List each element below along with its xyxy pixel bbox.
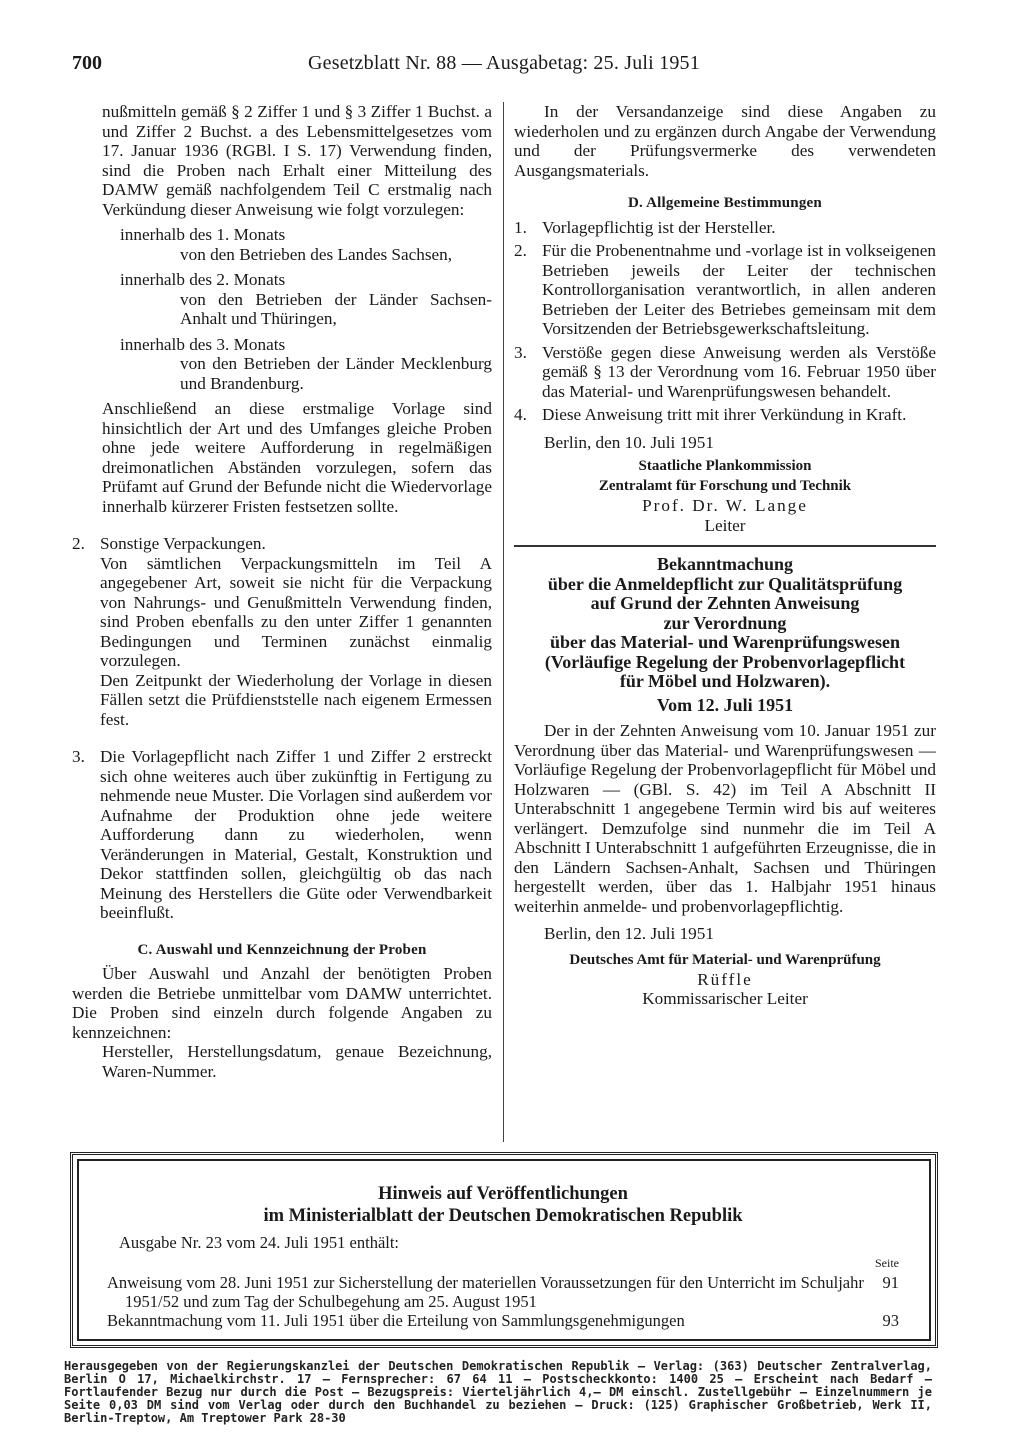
paragraph: Über Auswahl und Anzahl der benötigten Proben werden die Betriebe unmittelbar vom DAMW unterrichtet. Die Proben sind einzeln durch folgende Angaben zu kennzeichnen: (72, 964, 492, 1042)
notice-entry (107, 1273, 899, 1311)
item-number: 2. (514, 241, 527, 260)
numbered-item (514, 405, 936, 425)
schedule-from: von den Betrieben des Landes Sachsen, (180, 244, 453, 264)
place-date: Berlin, den 10. Juli 1951 (544, 432, 714, 452)
signer-name: Prof. Dr. W. Lange (642, 496, 808, 515)
imprint-footer (64, 1360, 932, 1425)
paragraph: Von sämtlichen Verpackungsmitteln im Teil A angegebener Art, soweit sie nicht für die Verpackung von Nahrungs- und Genußmitteln Verwendung finden, sind Proben ebenfalls zu den unter Ziffer 1 genannten Bedingungen und Terminen zunächst einmalig vorzulegen. (100, 553, 492, 670)
schedule-within: innerhalb des 2. Monats (120, 270, 286, 289)
right-column (514, 102, 936, 1009)
signer-role: Kommissarischer Leiter (642, 989, 808, 1008)
notice-entry-text: Anweisung vom 28. Juni 1951 zur Sicherstellung der materiellen Voraussetzungen für den Unterricht im Schuljahr 1951/52 und zum Tag der Schulbegehung am 25. August 1951 (107, 1273, 864, 1311)
item-text: Vorlagepflichtig ist der Hersteller. (542, 217, 776, 237)
item-text: Für die Probenentnahme und -vorlage ist in volkseigenen Betrieben jeweils der Leiter der technischen Kontrollorganisation verantwortlich, in allen anderen Betrieben der Leiter des Betriebes gemeinsam mit dem Vorsitzenden der Betriebsgewerkschaftsleitung. (542, 241, 936, 338)
paragraph: Anschließend an diese erstmalige Vorlage sind hinsichtlich der Art und des Umfanges gleiche Proben ohne jede weitere Aufforderung in regelmäßigen dreimonatlichen Abständen vorzulegen, sofern das Prüfamt auf Grund der Befunde nicht die Wiedervorlage innerhalb kürzerer Fristen festsetzen sollte. (102, 399, 492, 516)
announcement-date: Vom 12. Juli 1951 (656, 694, 794, 715)
signing-authority: Staatliche Plankommission (638, 458, 812, 474)
publication-notice-box (70, 1152, 938, 1348)
schedule-item (120, 225, 492, 264)
notice-entry-page: 91 (882, 1273, 899, 1292)
notice-entry (107, 1311, 899, 1330)
item-number: 3. (514, 342, 527, 362)
header-title: Gesetzblatt Nr. 88 — Ausgabetag: 25. Juli 1951 (308, 52, 700, 74)
item-number: 1. (514, 217, 527, 237)
schedule-from: von den Betrieben der Länder Mecklenburg und Brandenburg. (180, 354, 492, 393)
schedule-from: von den Betrieben der Länder Sachsen-Anhalt und Thüringen, (180, 289, 492, 328)
item-title: Sonstige Verpackungen. (100, 534, 266, 553)
item-number: 3. (72, 747, 85, 766)
paragraph: Hersteller, Herstellungsdatum, genaue Bezeichnung, Waren-Nummer. (102, 1042, 492, 1081)
signer-name: Rüffle (697, 969, 753, 989)
notice-entry-page: 93 (882, 1311, 899, 1330)
paragraph: Der in der Zehnten Anweisung vom 10. Januar 1951 zur Verordnung über das Material- und Warenprüfungswesen — Vorläufige Regelung der Probenvorlagepflicht für Möbel und Holzwaren — (GBl. S. 42) im Teil A Abschnitt II Unterabschnitt 1 angegebene Termin wird bis auf weiteres verlängert. Demzufolge sind nunmehr die im Teil A Abschnitt I Unterabschnitt 1 aufgeführten Erzeugnisse, die in den Ländern Sachsen-Anhalt, Sachsen und Thüringen hergestellt werden, über das 1. Halbjahr 1951 hinaus weiterhin anmelde- und probenvorlagepflichtig. (514, 721, 936, 916)
paragraph: nußmitteln gemäß § 2 Ziffer 1 und § 3 Ziffer 1 Buchst. a und Ziffer 2 Buchst. a des Lebensmittelgesetzes vom 17. Januar 1936 (RGBl. I S. 17) Verwendung finden, sind die Proben nach Erhalt einer Mitteilung des DAMW gemäß nachfolgendem Teil C erstmalig nach Verkündung dieser Anweisung wie folgt vorzulegen: (102, 102, 492, 219)
announcement-title: Bekanntmachung (656, 554, 794, 574)
schedule-item (120, 270, 492, 329)
page-column-label: Seite (875, 1256, 899, 1270)
notice-issue: Ausgabe Nr. 23 vom 24. Juli 1951 enthält: (119, 1233, 400, 1252)
notice-entry-text: Bekanntmachung vom 11. Juli 1951 über die Erteilung von Sammlungsgenehmigungen (107, 1311, 685, 1330)
numbered-item (72, 747, 492, 923)
announcement-title: über die Anmeldepflicht zur Qualitätsprüfung (547, 573, 903, 594)
page-number: 700 (72, 52, 102, 74)
imprint-text: Herausgegeben von der Regierungskanzlei der Deutschen Demokratischen Republik — Verlag: (363) Deutscher Zentralverlag, Berlin O 17, Michaelkirchstr. 17 — Fernsprecher: 67 64 11 — Postscheckkonto: 1400 25 — Erscheint nach Bedarf — Fortlaufender Bezug nur durch die Post — Bezugspreis: Vierteljährlich 4,— DM einschl. Zustellgebühr — Einzelnummern je Seite 0,03 DM sind vom Verlag oder durch den Buchhandel zu beziehen — Druck: (125) Graphischer Großbetrieb, Werk II, Berlin-Treptow, Am Treptower Park 28-30 (64, 1359, 932, 1425)
notice-title: im Ministerialblatt der Deutschen Demokratischen Republik (263, 1206, 743, 1226)
notice-title: Hinweis auf Veröffentlichungen (378, 1184, 628, 1204)
signing-authority: Zentralamt für Forschung und Technik (598, 478, 852, 494)
signing-authority: Deutsches Amt für Material- und Warenprüfung (569, 951, 881, 968)
announcement-title: über das Material- und Warenprüfungswesen (549, 632, 901, 652)
numbered-item (514, 343, 936, 402)
announcement-title: für Möbel und Holzwaren). (619, 671, 831, 691)
column-divider (503, 102, 504, 1142)
paragraph: In der Versandanzeige sind diese Angaben zu wiederholen und zu ergänzen durch Angabe der Verwendung und der Prüfungsvermerke des verwendeten Ausgangsmaterials. (514, 102, 936, 180)
schedule-within: innerhalb des 3. Monats (120, 334, 286, 354)
item-number: 4. (514, 405, 527, 424)
section-heading: D. Allgemeine Bestimmungen (628, 195, 822, 211)
schedule-within: innerhalb des 1. Monats (120, 225, 286, 244)
paragraph: Den Zeitpunkt der Wiederholung der Vorlage in diesen Fällen setzt die Prüfdienststelle nach eigenem Ermessen fest. (100, 670, 492, 729)
page-header (72, 52, 940, 82)
announcement-title: auf Grund der Zehnten Anweisung (590, 593, 860, 613)
announcement-title: zur Verordnung (663, 612, 787, 633)
place-date: Berlin, den 12. Juli 1951 (544, 924, 714, 943)
numbered-item (514, 218, 936, 238)
numbered-item (514, 241, 936, 339)
item-text: Diese Anweisung tritt mit ihrer Verkündung in Kraft. (542, 405, 907, 424)
announcement-title: (Vorläufige Regelung der Probenvorlagepflicht (544, 651, 906, 672)
paragraph: Die Vorlagepflicht nach Ziffer 1 und Ziffer 2 erstreckt sich ohne weiteres auch über zukünftig in Fertigung zu nehmende neue Muster. Die Vorlagen sind außerdem vor Aufnahme der Produktion ohne jede weitere Aufforderung dann zu wiederholen, wenn Veränderungen in Material, Gestalt, Konstruktion und Dekor stattfinden sollen, gleichgültig ob das nach Meinung des Herstellers die Güte oder Verwendbarkeit beeinflußt. (100, 747, 492, 922)
signer-role: Leiter (704, 515, 746, 535)
item-number: 2. (72, 534, 85, 553)
notice-content (107, 1183, 899, 1330)
item-text: Verstöße gegen diese Anweisung werden als Verstöße gemäß § 13 der Verordnung vom 16. Februar 1950 über das Material- und Warenprüfungswesen behandelt. (542, 342, 936, 401)
schedule-item (120, 335, 492, 394)
section-rule (514, 545, 936, 547)
numbered-item (72, 534, 492, 729)
left-column (72, 102, 492, 1081)
section-heading: C. Auswahl und Kennzeichnung der Proben (137, 941, 427, 958)
